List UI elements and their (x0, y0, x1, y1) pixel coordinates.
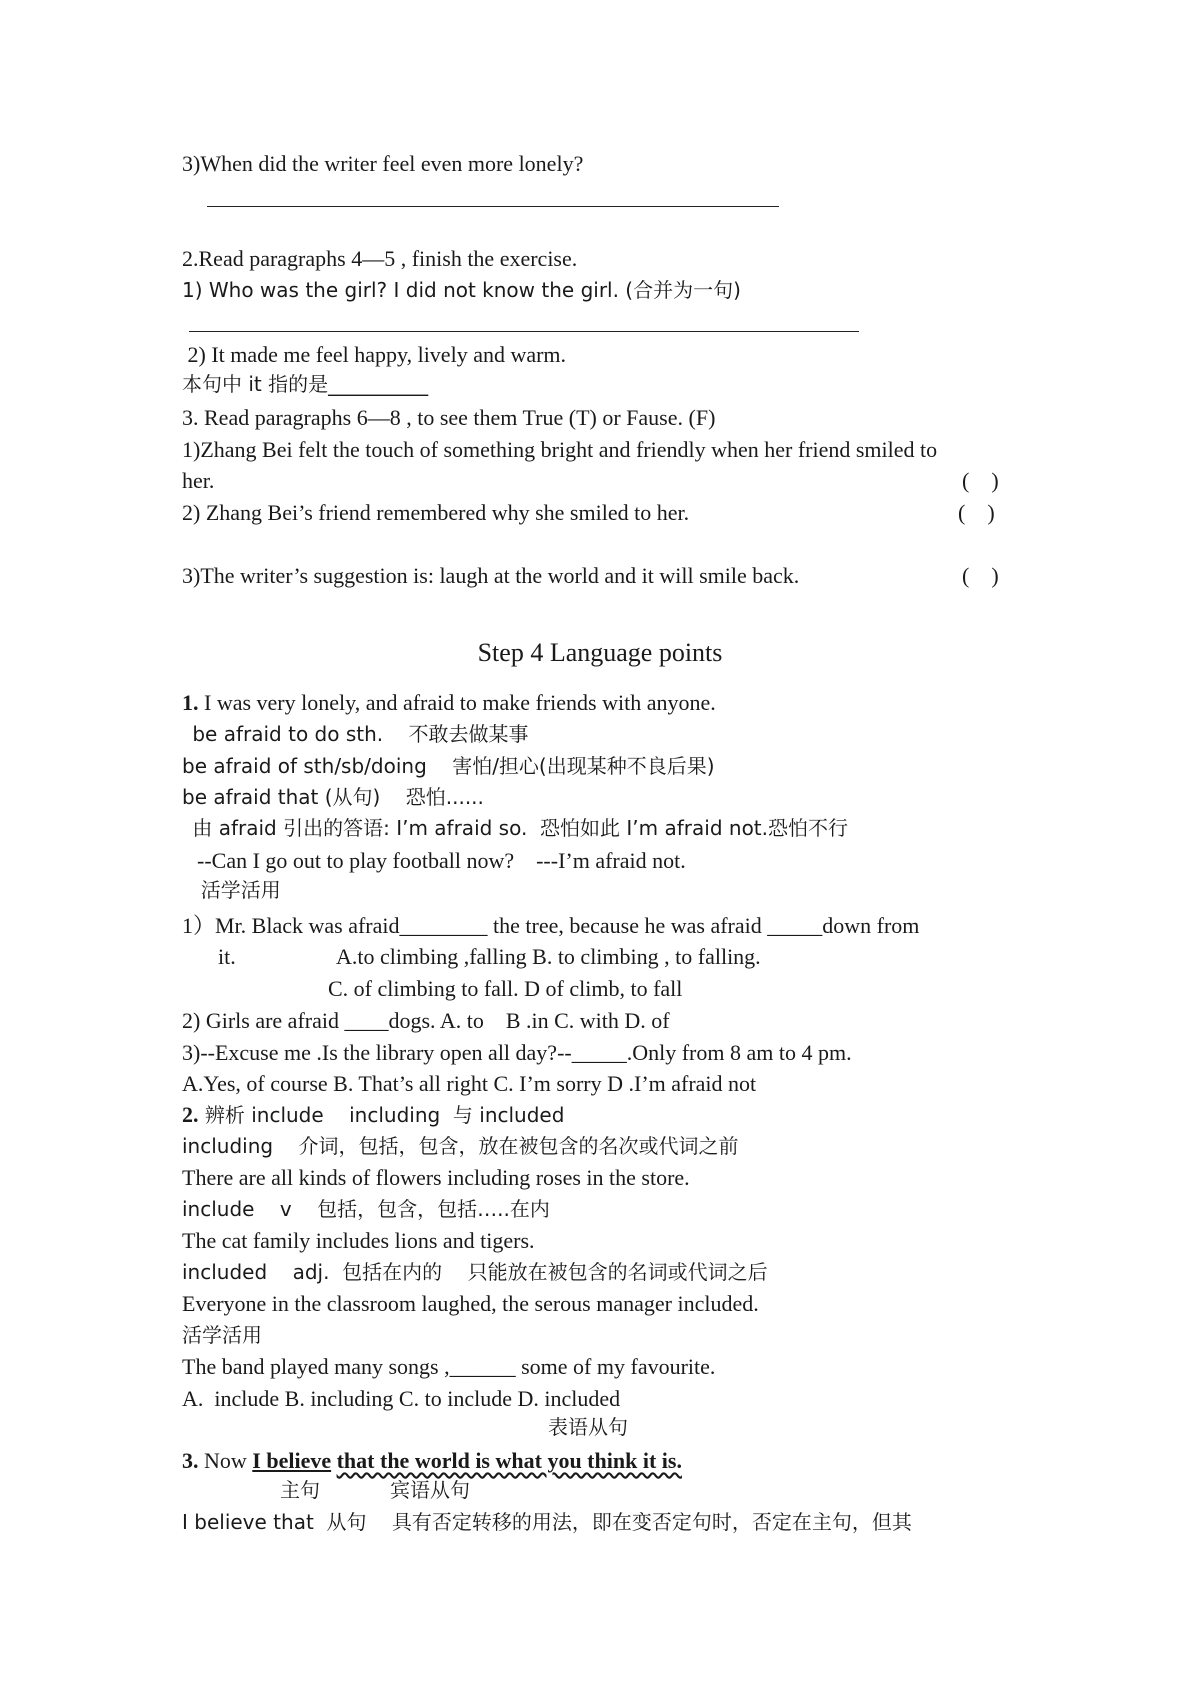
answer-paren: ( ) (962, 468, 999, 493)
point-1-practice-label: 活学活用 (188, 878, 281, 902)
point-2-line-5: included adj. 包括在内的 只能放在被包含的名词或代词之后 (182, 1260, 768, 1284)
point-2-line-4: The cat family includes lions and tigers. (182, 1228, 535, 1253)
point-3-main-clause: I believe (252, 1448, 332, 1473)
predicative-clause-label: 表语从句 (548, 1415, 628, 1439)
section-3-question-3: 3)The writer’s suggestion is: laugh at the world and it will smile back. (182, 563, 800, 588)
answer-paren: ( ) (962, 563, 999, 588)
point-2-line-3: include v 包括，包含，包括…..在内 (182, 1197, 550, 1221)
section-2-title: 2.Read paragraphs 4—5 , finish the exercise. (182, 246, 578, 271)
point-2-exercise: The band played many songs ,______ some of my favourite. (182, 1354, 716, 1379)
point-3-object-clause: that the world is what you think it is. (336, 1448, 682, 1473)
main-clause-label: 主句 (280, 1478, 320, 1502)
point-1-line-2: be afraid of sth/sb/doing 害怕/担心(出现某种不良后果) (182, 754, 715, 778)
exercise-1-options-2: C. of climbing to fall. D of climb, to fall (328, 976, 683, 1001)
exercise-1-line-b: it. (218, 944, 236, 969)
answer-line (207, 206, 779, 207)
point-1-line-3: be afraid that (从句) 恐怕...... (182, 785, 484, 809)
point-3-pre: Now (198, 1448, 253, 1473)
exercise-1-line-a: 1）Mr. Black was afraid________ the tree, because he was afraid _____down from (182, 913, 920, 938)
exercise-3-options: A.Yes, of course B. That’s all right C. I’m sorry D .I’m afraid not (182, 1071, 757, 1096)
point-1-line-1: be afraid to do sth. 不敢去做某事 (186, 722, 529, 746)
section-2-question-1: 1) Who was the girl? I did not know the girl. (合并为一句) (182, 278, 741, 302)
point-3-number: 3. (182, 1448, 199, 1473)
point-2-practice-label: 活学活用 (182, 1323, 262, 1347)
point-1 (182, 689, 716, 717)
point-2 (182, 1101, 564, 1129)
point-2-line-6: Everyone in the classroom laughed, the serous manager included. (182, 1291, 759, 1316)
section-3-question-1a: 1)Zhang Bei felt the touch of something bright and friendly when her friend smiled to (182, 437, 938, 462)
exercise-1-options-1: A.to climbing ,falling B. to climbing , to falling. (336, 944, 761, 969)
question-3: 3)When did the writer feel even more lonely? (182, 151, 584, 176)
point-3-explanation: I believe that 从句 具有否定转移的用法，即在变否定句时，否定在主句，但其 (182, 1510, 912, 1534)
object-clause-label: 宾语从句 (390, 1478, 470, 1502)
step4-heading: Step 4 Language points (477, 638, 723, 667)
point-1-line-5: --Can I go out to play football now? ---I’m afraid not. (186, 848, 686, 873)
point-2-exercise-options: A. include B. including C. to include D. included (182, 1386, 621, 1411)
answer-paren: ( ) (958, 500, 995, 525)
exercise-3: 3)--Excuse me .Is the library open all day?--_____.Only from 8 am to 4 pm. (182, 1040, 852, 1065)
point-2-text: 辨析 include including 与 included (198, 1103, 565, 1127)
section-3-question-2: 2) Zhang Bei’s friend remembered why she smiled to her. (182, 500, 690, 525)
point-1-text: I was very lonely, and afraid to make friends with anyone. (198, 690, 716, 715)
answer-line (189, 331, 859, 332)
point-3 (182, 1447, 682, 1475)
point-2-line-2: There are all kinds of flowers including roses in the store. (182, 1165, 690, 1190)
point-2-line-1: including 介词，包括，包含，放在被包含的名次或代词之前 (182, 1134, 739, 1158)
section-3-question-1b: her. (182, 468, 215, 493)
point-2-number: 2. (182, 1102, 199, 1127)
section-3-title: 3. Read paragraphs 6—8 , to see them True (T) or Fause. (F) (182, 405, 716, 430)
exercise-2: 2) Girls are afraid ____dogs. A. to B .in C. with D. of (182, 1008, 670, 1033)
section-2-question-2: 2) It made me feel happy, lively and warm. (182, 342, 567, 367)
section-2-question-2-cn: 本句中 it 指的是__________ (182, 372, 429, 396)
point-1-number: 1. (182, 690, 199, 715)
point-1-line-4: 由 afraid 引出的答语: I’m afraid so. 恐怕如此 I’m afraid not.恐怕不行 (186, 816, 849, 840)
